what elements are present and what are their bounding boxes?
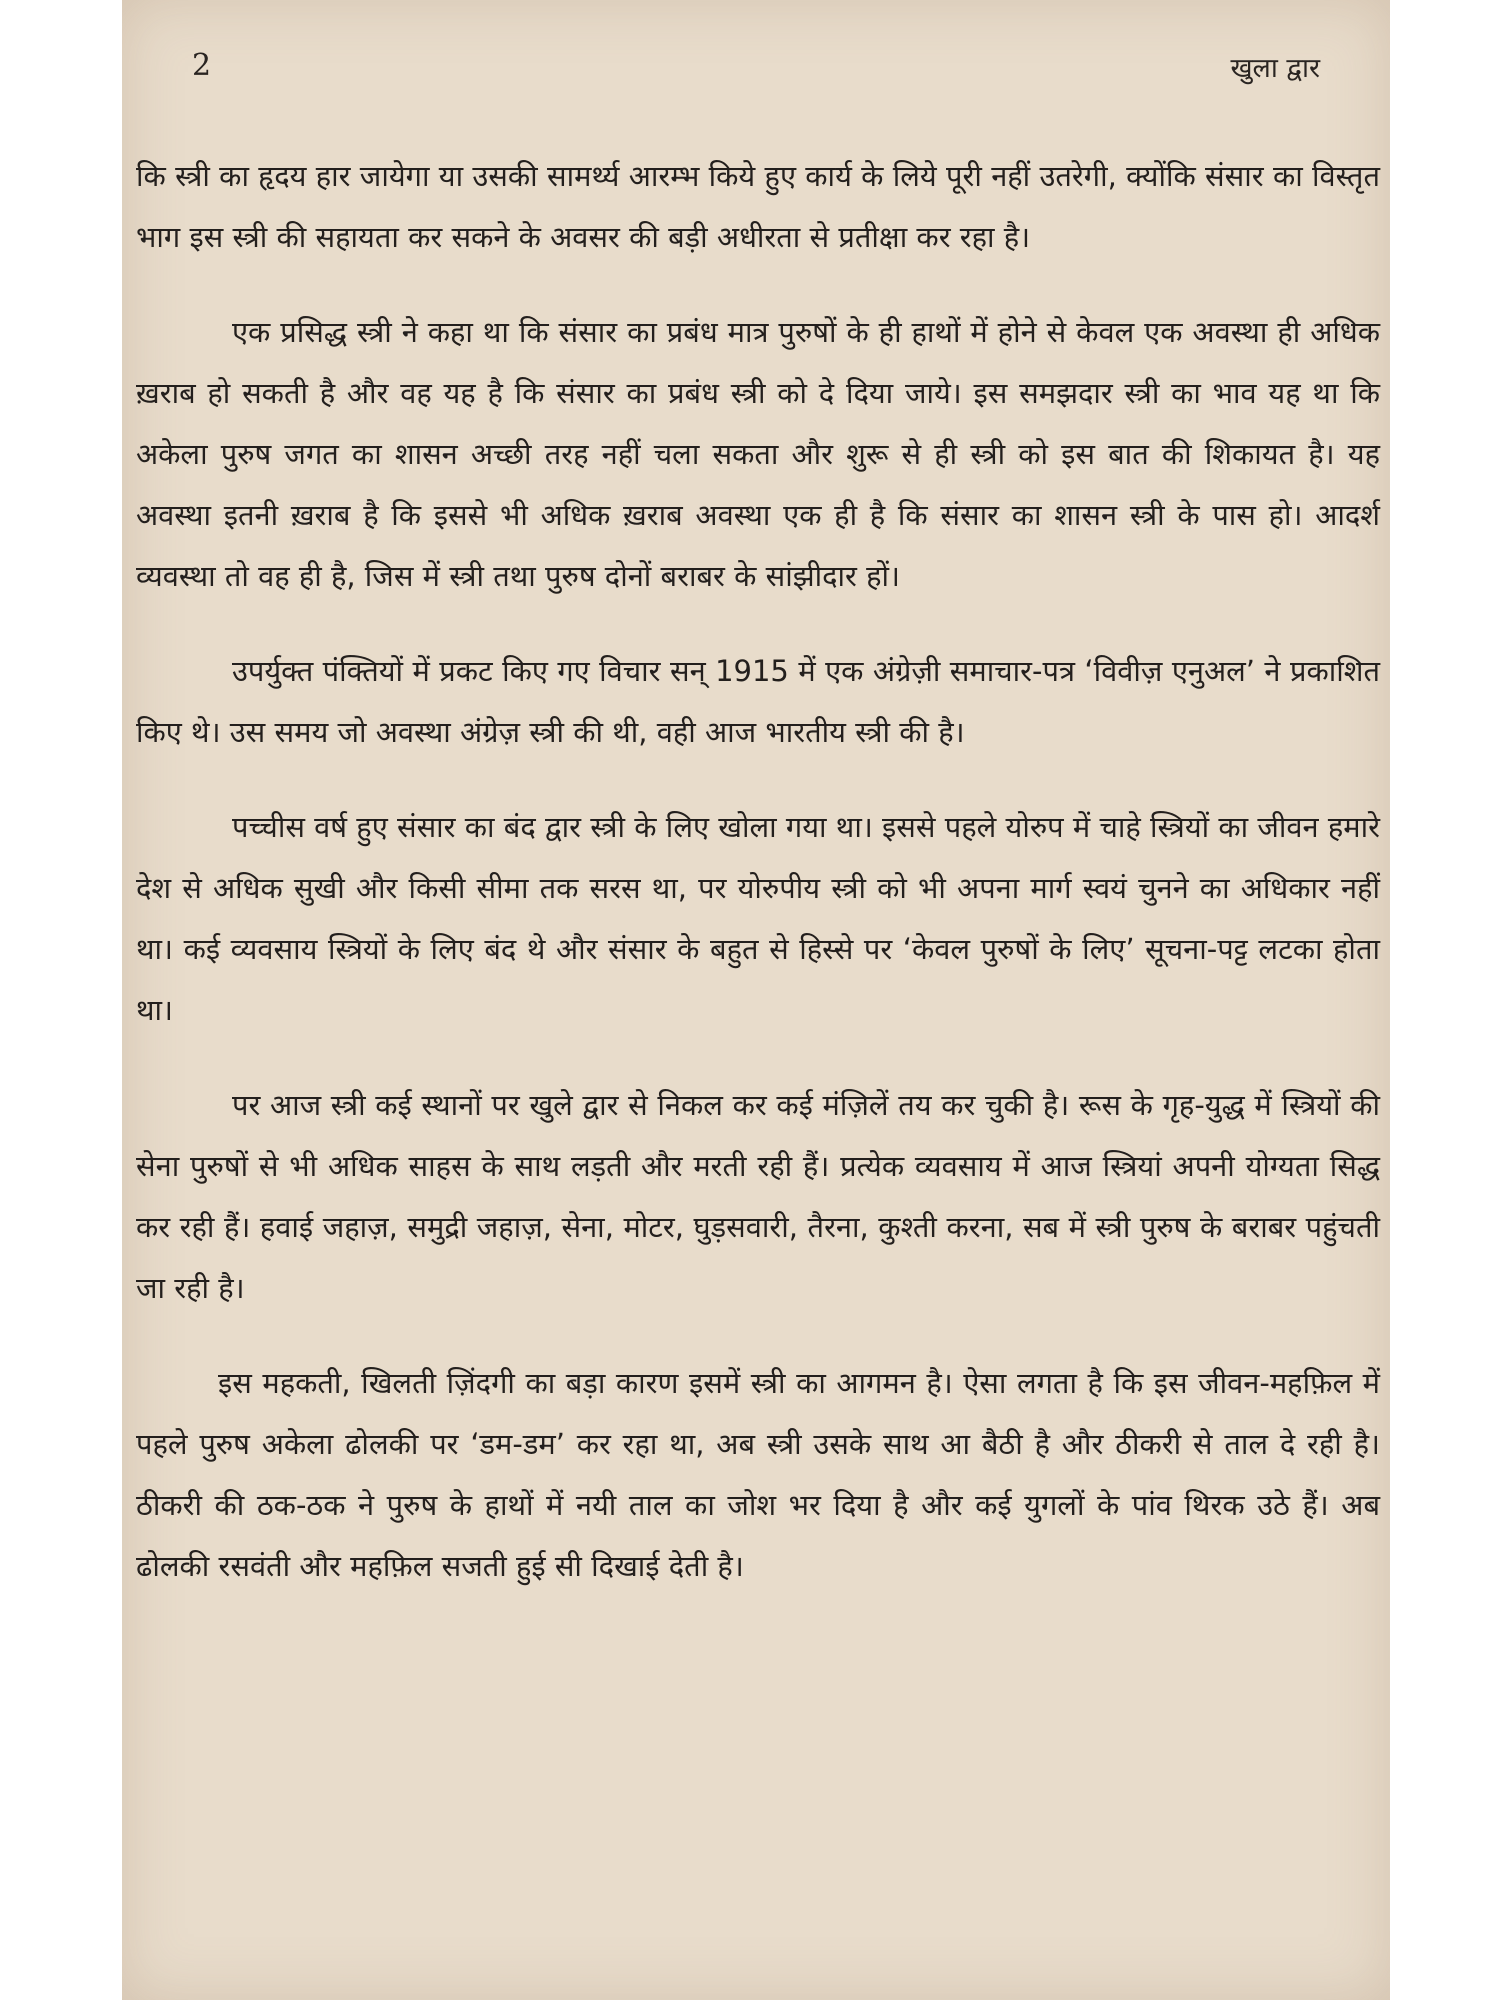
paragraph: एक प्रसिद्ध स्त्री ने कहा था कि संसार का प्रबंध मात्र पुरुषों के ही हाथों में होने से केवल एक अवस्था ही अधिक ख़राब हो सकती है और वह यह है कि संसार का प्रबंध स्त्री को दे दिया जाये। इस समझदार स्त्री का भाव यह था कि अकेला पुरुष जगत का शासन अच्छी तरह नहीं चला सकता और शुरू से ही स्त्री को इस बात की शिकायत है। यह अवस्था इतनी ख़राब है कि इससे भी अधिक ख़राब अवस्था एक ही है कि संसार का शासन स्त्री के पास हो। आदर्श व्यवस्था तो वह ही है, जिस में स्त्री तथा पुरुष दोनों बराबर के सांझीदार हों। bbox=[136, 315, 1380, 593]
book-page bbox=[122, 0, 1390, 2000]
paragraph-continued: कि स्त्री का हृदय हार जायेगा या उसकी सामर्थ्य आरम्भ किये हुए कार्य के लिये पूरी नहीं उतरेगी, क्योंकि संसार का विस्तृत भाग इस स्त्री की सहायता कर सकने के अवसर की बड़ी अधीरता से प्रतीक्षा कर रहा है। bbox=[136, 159, 1380, 254]
paragraph: पच्चीस वर्ष हुए संसार का बंद द्वार स्त्री के लिए खोला गया था। इससे पहले योरुप में चाहे स्त्रियों का जीवन हमारे देश से अधिक सुखी और किसी सीमा तक सरस था, पर योरुपीय स्त्री को भी अपना मार्ग स्वयं चुनने का अधिकार नहीं था। कई व्यवसाय स्त्रियों के लिए बंद थे और संसार के बहुत से हिस्से पर ‘केवल पुरुषों के लिए’ सूचना-पट्ट लटका होता था। bbox=[136, 810, 1380, 1027]
paragraph: इस महकती, खिलती ज़िंदगी का बड़ा कारण इसमें स्त्री का आगमन है। ऐसा लगता है कि इस जीवन-महफ़िल में पहले पुरुष अकेला ढोलकी पर ‘डम-डम’ कर रहा था, अब स्त्री उसके साथ आ बैठी है और ठीकरी से ताल दे रही है। ठीकरी की ठक-ठक ने पुरुष के हाथों में नयी ताल का जोश भर दिया है और कई युगलों के पांव थिरक उठे हैं। अब ढोलकी रसवंती और महफ़िल सजती हुई सी दिखाई देती है। bbox=[136, 1366, 1380, 1583]
paragraph: उपर्युक्त पंक्तियों में प्रकट किए गए विचार सन् 1915 में एक अंग्रेज़ी समाचार-पत्र ‘विवीज़ एनुअल’ ने प्रकाशित किए थे। उस समय जो अवस्था अंग्रेज़ स्त्री की थी, वही आज भारतीय स्त्री की है। bbox=[136, 654, 1380, 749]
running-header-title: खुला द्वार bbox=[1230, 53, 1320, 84]
paragraph: पर आज स्त्री कई स्थानों पर खुले द्वार से निकल कर कई मंज़िलें तय कर चुकी है। रूस के गृह-युद्ध में स्त्रियों की सेना पुरुषों से भी अधिक साहस के साथ लड़ती और मरती रही हैं। प्रत्येक व्यवसाय में आज स्त्रियां अपनी योग्यता सिद्ध कर रही हैं। हवाई जहाज़, समुद्री जहाज़, सेना, मोटर, घुड़सवारी, तैरना, कुश्ती करना, सब में स्त्री पुरुष के बराबर पहुंचती जा रही है। bbox=[136, 1088, 1380, 1305]
page-number: 2 bbox=[192, 48, 212, 83]
page-body bbox=[136, 146, 1380, 1631]
